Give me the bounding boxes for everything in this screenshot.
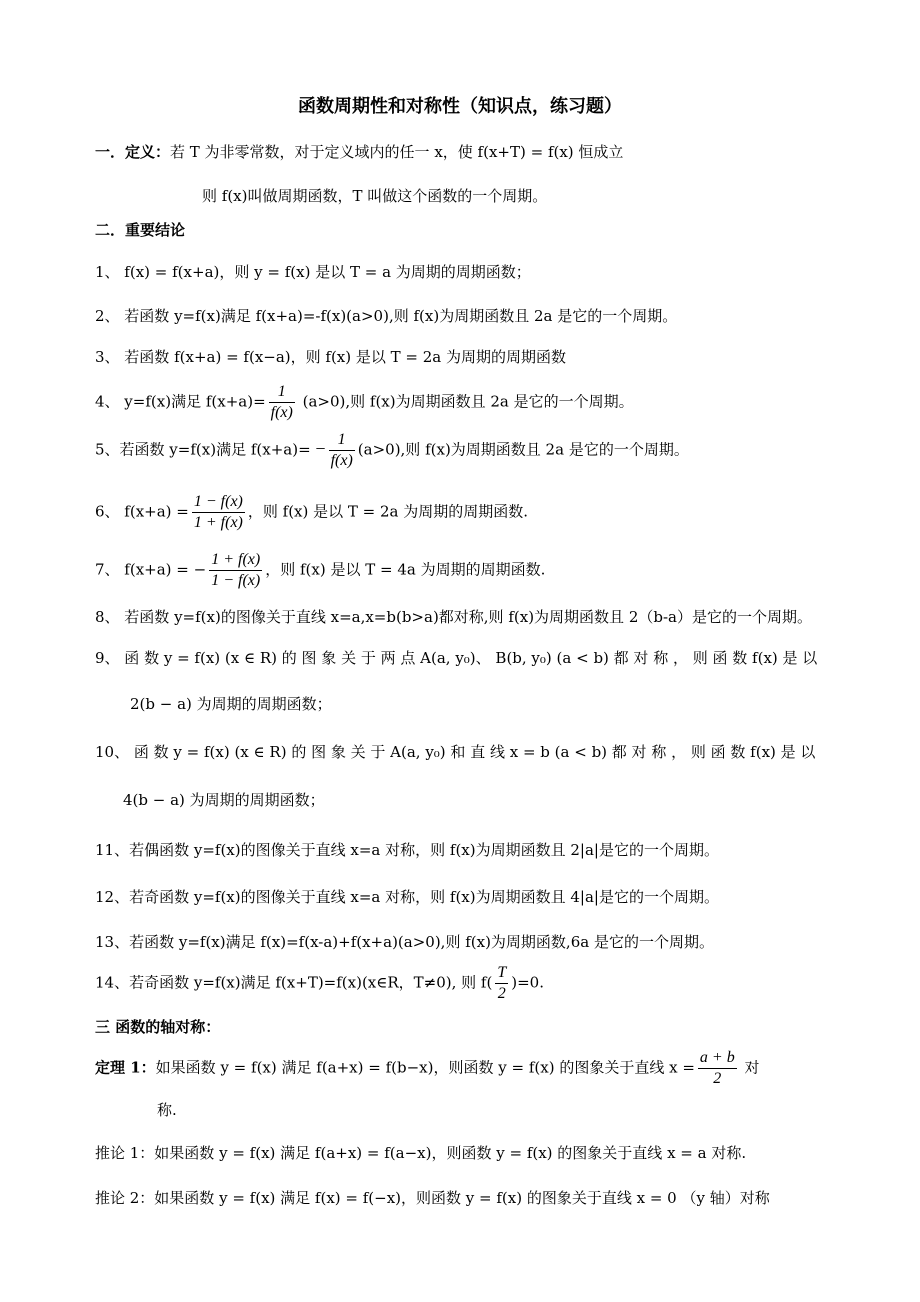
definition-line-2: 则 f(x)叫做周期函数，T 叫做这个函数的一个周期。 (202, 187, 548, 205)
fraction (269, 382, 295, 423)
definition-text: 若 T 为非零常数，对于定义域内的任一 x，使 f(x+T) = f(x) 恒成立 (170, 143, 624, 161)
conclusion-10-cont: 4(b − a) 为周期的周期函数； (123, 791, 325, 809)
theorem-1-tail: 对 (739, 1058, 760, 1077)
fraction-numerator: 1 − f(x) (192, 492, 245, 513)
conclusion-9-cont: 2(b − a) 为周期的周期函数； (130, 695, 332, 713)
conclusion-14-tail: )=0. (511, 973, 544, 992)
fraction-numerator: a + b (698, 1048, 737, 1069)
page-title: 函数周期性和对称性（知识点，练习题） (298, 96, 622, 117)
fraction-denominator: f(x) (270, 404, 293, 421)
conclusion-6 (95, 492, 528, 533)
fraction-denominator: f(x) (330, 452, 353, 469)
fraction-numerator: 1 + f(x) (209, 550, 262, 571)
fraction-numerator: 1 (329, 430, 355, 451)
fraction (329, 430, 355, 471)
conclusion-7-lead: 7、 f(x+a) = − (95, 560, 207, 579)
conclusion-7-tail: ，则 f(x) 是以 T = 4a 为周期的周期函数. (265, 560, 546, 579)
conclusion-5-lead: 5、若函数 y=f(x)满足 f(x+a)= (95, 440, 311, 459)
conclusion-3: 3、 若函数 f(x+a) = f(x−a)，则 f(x) 是以 T = 2a 为周期的周期函数 (95, 348, 567, 366)
conclusion-12: 12、若奇函数 y=f(x)的图像关于直线 x=a 对称，则 f(x)为周期函数且 4|a|是它的一个周期。 (95, 888, 719, 906)
conclusion-4 (95, 382, 634, 423)
fraction-denominator: 1 + f(x) (193, 514, 243, 531)
conclusion-4-tail: (a>0),则 f(x)为周期函数且 2a 是它的一个周期。 (297, 392, 634, 411)
fraction-numerator: T (495, 963, 508, 984)
conclusion-9: 9、 函 数 y = f(x) (x ∈ R) 的 图 象 关 于 两 点 A(a, y₀)、 B(b, y₀) (a < b) 都 对 称 ， 则 函 数 f(x) 是 以 (95, 649, 818, 667)
conclusion-6-lead: 6、 f(x+a) = (95, 502, 189, 521)
conclusion-6-tail: ，则 f(x) 是以 T = 2a 为周期的周期函数. (247, 502, 529, 521)
conclusion-14-lead: 14、若奇函数 y=f(x)满足 f(x+T)=f(x)(x∈R，T≠0), 则 f( (95, 973, 493, 992)
fraction (698, 1048, 737, 1089)
section-3-heading: 三 函数的轴对称： (95, 1018, 221, 1036)
fraction-denominator: 2 (713, 1070, 722, 1087)
theorem-1-cont: 称. (157, 1101, 177, 1119)
fraction-numerator: 1 (269, 382, 295, 403)
definition-label: 一．定义： (95, 143, 171, 161)
section-2-heading: 二．重要结论 (95, 221, 186, 239)
conclusion-7 (95, 550, 545, 591)
corollary-2: 推论 2：如果函数 y = f(x) 满足 f(x) = f(−x)，则函数 y = f(x) 的图象关于直线 x = 0 （y 轴）对称 (95, 1189, 770, 1207)
fraction-denominator: 2 (497, 985, 506, 1002)
conclusion-1: 1、 f(x) = f(x+a)，则 y = f(x) 是以 T = a 为周期的周期函数； (95, 263, 531, 281)
definition-line (95, 142, 623, 162)
minus-sign: − (315, 438, 326, 459)
conclusion-4-lead: 4、 y=f(x)满足 f(x+a)= (95, 392, 266, 411)
conclusion-13: 13、若函数 y=f(x)满足 f(x)=f(x-a)+f(x+a)(a>0),则 f(x)为周期函数,6a 是它的一个周期。 (95, 933, 714, 951)
fraction-denominator: 1 − f(x) (211, 572, 261, 589)
conclusion-14 (95, 963, 544, 1004)
fraction (495, 963, 508, 1004)
conclusion-11: 11、若偶函数 y=f(x)的图像关于直线 x=a 对称，则 f(x)为周期函数且 2|a|是它的一个周期。 (95, 841, 719, 859)
theorem-1-text: 如果函数 y = f(x) 满足 f(a+x) = f(b−x)，则函数 y = f(x) 的图象关于直线 x = (155, 1058, 695, 1077)
fraction (209, 550, 262, 591)
corollary-1: 推论 1：如果函数 y = f(x) 满足 f(a+x) = f(a−x)，则函数 y = f(x) 的图象关于直线 x = a 对称. (95, 1144, 747, 1162)
conclusion-5 (95, 430, 689, 471)
theorem-1-label: 定理 1： (95, 1058, 156, 1077)
fraction (192, 492, 245, 533)
conclusion-8: 8、 若函数 y=f(x)的图像关于直线 x=a,x=b(b>a)都对称,则 f(x)为周期函数且 2（b-a）是它的一个周期。 (95, 608, 812, 626)
conclusion-10: 10、 函 数 y = f(x) (x ∈ R) 的 图 象 关 于 A(a, y₀) 和 直 线 x = b (a < b) 都 对 称 ， 则 函 数 f(x) 是 以 (95, 743, 816, 761)
theorem-1 (95, 1048, 759, 1089)
conclusion-5-tail: (a>0),则 f(x)为周期函数且 2a 是它的一个周期。 (357, 440, 689, 459)
conclusion-2: 2、 若函数 y=f(x)满足 f(x+a)=-f(x)(a>0),则 f(x)为周期函数且 2a 是它的一个周期。 (95, 307, 678, 325)
